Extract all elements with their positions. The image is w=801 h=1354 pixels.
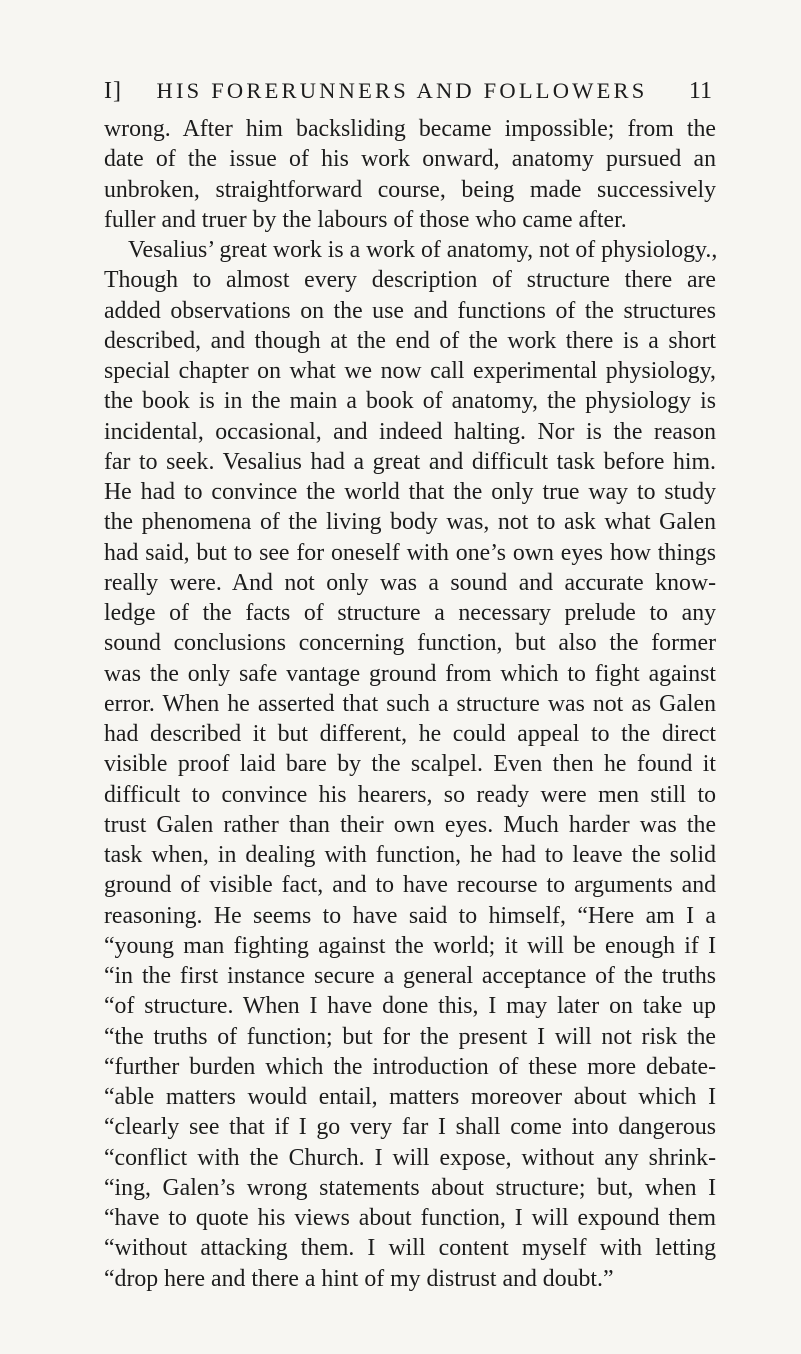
text-line: fuller and truer by the labours of those who came after. <box>104 206 627 233</box>
text-line: task when, in dealing with function, he had to leave the solid <box>104 842 716 868</box>
text-line: “young man fighting against the world; it will be enough if I <box>104 932 716 959</box>
text-line: ledge of the facts of structure a necessary prelude to any <box>104 600 716 626</box>
text-line: the book is in the main a book of anatomy, the physiology is <box>104 388 716 415</box>
text-line: “the truths of function; but for the present I will not risk the <box>104 1023 716 1050</box>
text-line: Vesalius’ great work is a work of anatomy, not of physiology., <box>128 237 718 263</box>
text-line: trust Galen rather than their own eyes. Much harder was the <box>104 811 716 838</box>
chapter-number: I] <box>104 78 122 104</box>
text-line: He had to convince the world that the only true way to study <box>104 479 716 505</box>
text-line: far to seek. Vesalius had a great and difficult task before him. <box>104 448 716 475</box>
text-line: Though to almost every description of structure there are <box>104 267 716 294</box>
text-line: incidental, occasional, and indeed halting. Nor is the reason <box>104 418 716 445</box>
body-text <box>104 114 716 1294</box>
text-line: “conflict with the Church. I will expose, without any shrink- <box>104 1144 716 1171</box>
text-line: difficult to convince his hearers, so ready were men still to <box>104 781 716 808</box>
text-line: added observations on the use and functions of the structures <box>104 297 716 324</box>
text-line: really were. And not only was a sound and accurate know- <box>104 569 716 596</box>
text-line: sound conclusions concerning function, but also the former <box>104 630 716 657</box>
text-line: ground of visible fact, and to have recourse to arguments and <box>104 872 716 899</box>
text-line: “clearly see that if I go very far I shall come into dangerous <box>104 1114 716 1141</box>
text-line: had described it but different, he could appeal to the direct <box>104 721 716 747</box>
text-line: reasoning. He seems to have said to himself, “Here am I a <box>104 902 716 929</box>
running-head <box>104 74 712 108</box>
running-title: HIS FORERUNNERS AND FOLLOWERS <box>156 78 648 103</box>
text-line: described, and though at the end of the work there is a short <box>104 327 716 354</box>
text-line: “have to quote his views about function, I will expound them <box>104 1205 716 1231</box>
text-line: error. When he asserted that such a structure was not as Galen <box>104 690 716 717</box>
text-line: “in the first instance secure a general acceptance of the truths <box>104 963 716 989</box>
text-line: was the only safe vantage ground from which to fight against <box>104 660 716 687</box>
text-line: “of structure. When I have done this, I may later on take up <box>104 993 716 1020</box>
text-line: unbroken, straightforward course, being made successively <box>104 176 716 203</box>
text-line: “without attacking them. I will content myself with letting <box>104 1235 716 1262</box>
text-line: the phenomena of the living body was, not to ask what Galen <box>104 509 716 536</box>
text-line: special chapter on what we now call experimental physiology, <box>104 358 716 384</box>
page-number: 11 <box>688 78 712 104</box>
text-line: “ing, Galen’s wrong statements about structure; but, when I <box>104 1174 716 1201</box>
text-line: wrong. After him backsliding became impossible; from the <box>104 116 716 142</box>
text-line: “drop here and there a hint of my distrust and doubt.” <box>104 1265 614 1292</box>
text-line: visible proof laid bare by the scalpel. Even then he found it <box>104 751 716 778</box>
text-line: had said, but to see for oneself with one’s own eyes how things <box>104 539 716 566</box>
text-line: “able matters would entail, matters moreover about which I <box>104 1084 716 1110</box>
text-line: date of the issue of his work onward, anatomy pursued an <box>104 146 716 173</box>
text-line: “further burden which the introduction of these more debate- <box>104 1053 716 1080</box>
